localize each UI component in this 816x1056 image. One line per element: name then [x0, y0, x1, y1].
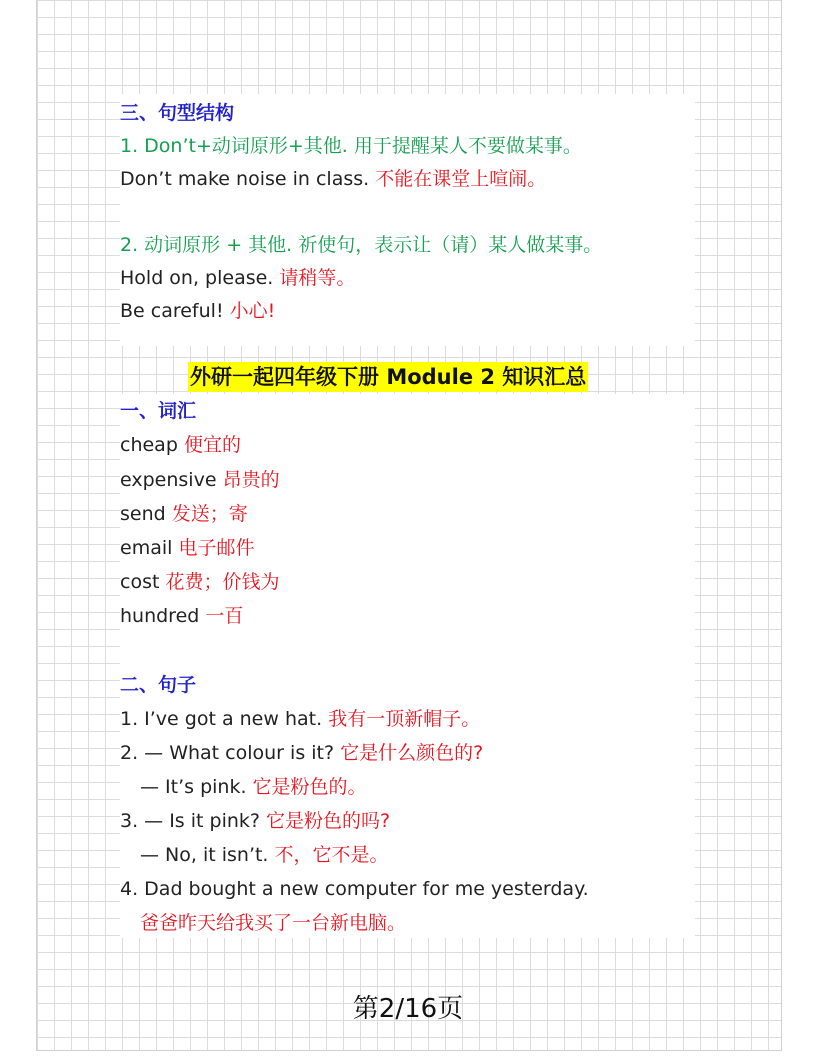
sentence-item: [120, 740, 483, 766]
sentence-item: [120, 774, 367, 800]
example-be-careful: [120, 298, 275, 324]
rule-dont-imperative: 1. Don’t+动词原形+其他. 用于提醒某人不要做某事。: [120, 135, 582, 157]
sentence-en: 2. — What colour is it?: [120, 742, 335, 764]
sentence-cn: 我有一顶新帽子。: [328, 708, 481, 730]
sentence-en: — No, it isn’t.: [140, 844, 269, 866]
module-title-prefix: 外研一起四年级下册: [190, 364, 379, 389]
vocab-cn: 发送；寄: [171, 503, 248, 525]
rule-imperative-request: 2. 动词原形 + 其他. 祈使句，表示让（请）某人做某事。: [120, 234, 603, 256]
sentence-item: 4. Dad bought a new computer for me yesterday.: [120, 878, 589, 900]
sentence-cn: 它是粉色的。: [252, 776, 367, 798]
example-cn: 小心!: [229, 300, 276, 322]
vocab-cn: 花费；价钱为: [165, 571, 280, 593]
vocab-item: [120, 501, 248, 527]
example-en: Hold on, please.: [120, 267, 274, 289]
sentence-cn: 它是什么颜色的?: [340, 742, 484, 764]
vocab-item: [120, 432, 241, 458]
example-cn: 不能在课堂上喧闹。: [375, 168, 547, 190]
sentence-en: 1. I’ve got a new hat.: [120, 708, 323, 730]
vocab-cn: 电子邮件: [178, 537, 255, 559]
section-heading-vocabulary: 一、词汇: [120, 400, 197, 422]
module-title-module: Module 2: [386, 365, 495, 389]
sentence-cn: 它是粉色的吗?: [266, 810, 391, 832]
sentence-en: 3. — Is it pink?: [120, 810, 260, 832]
example-dont-make-noise: [120, 166, 546, 192]
vocab-en: email: [120, 537, 173, 559]
sentence-translation: 爸爸昨天给我买了一台新电脑。: [140, 912, 407, 934]
vocab-item: [120, 569, 279, 595]
vocab-en: hundred: [120, 605, 200, 627]
vocab-item: [120, 467, 280, 493]
vocab-cn: 一百: [205, 605, 244, 627]
sentence-en: — It’s pink.: [140, 776, 247, 798]
vocab-en: cost: [120, 571, 160, 593]
vocab-en: cheap: [120, 434, 178, 456]
page-number: 第2/16页: [352, 994, 464, 1024]
section-heading-sentence-structure: 三、句型结构: [120, 102, 235, 124]
sentence-cn: 不，它不是。: [274, 844, 389, 866]
example-hold-on: [120, 265, 355, 291]
module-title: [188, 362, 588, 392]
vocab-en: expensive: [120, 469, 217, 491]
module-title-suffix: 知识汇总: [502, 364, 587, 389]
vocab-cn: 便宜的: [183, 434, 241, 456]
vocab-item: [120, 603, 243, 629]
example-en: Be careful!: [120, 300, 224, 322]
section-heading-sentences: 二、句子: [120, 674, 197, 696]
vocab-cn: 昂贵的: [222, 469, 280, 491]
example-cn: 请稍等。: [279, 267, 356, 289]
sentence-item: [120, 842, 389, 868]
vocab-item: [120, 535, 254, 561]
sentence-item: [120, 706, 480, 732]
example-en: Don’t make noise in class.: [120, 168, 370, 190]
vocab-en: send: [120, 503, 166, 525]
sentence-item: [120, 808, 390, 834]
